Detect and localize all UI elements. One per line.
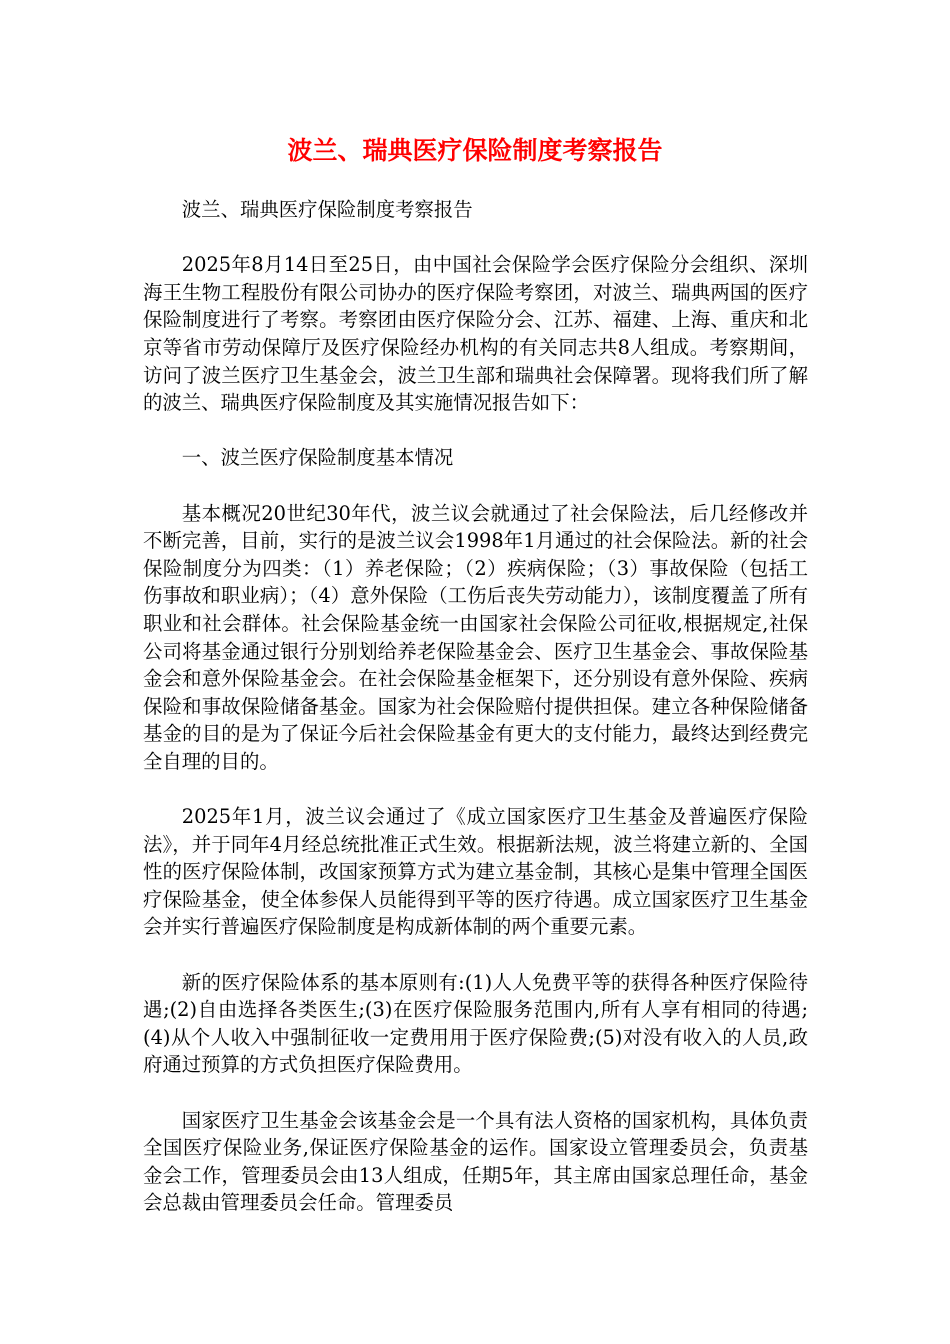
section-heading: 一、波兰医疗保险制度基本情况 [181, 446, 454, 470]
document-title: 波兰、瑞典医疗保险制度考察报告 [287, 136, 663, 165]
paragraph-principles: 新的医疗保险体系的基本原则有:(1)人人免费平等的获得各种医疗保险待遇;(2)自由选择各类医生;(3)在医疗保险服务范围内,所有人享有相同的待遇;(4)从个人收入中强制征收一定费用用于医疗保险费;(5)对没有收入的人员,政府通过预算的方式负担医疗保险费用。 [143, 970, 808, 1077]
paragraph-fund: 国家医疗卫生基金会该基金会是一个具有法人资格的国家机构，具体负责全国医疗保险业务,保证医疗保险基金的运作。国家设立管理委员会，负责基金会工作，管理委员会由13人组成，任期5年，其主席由国家总理任命，基金会总裁由管理委员会任命。管理委员 [143, 1108, 808, 1215]
document-body [143, 196, 808, 1217]
paragraph-subtitle: 波兰、瑞典医疗保险制度考察报告 [181, 198, 473, 221]
paragraph-new-law: 2025年1月，波兰议会通过了《成立国家医疗卫生基金及普遍医疗保险法》，并于同年4月经总统批准正式生效。根据新法规，波兰将建立新的、全国性的医疗保险体制，改国家预算方式为建立基金制，其核心是集中管理全国医疗保险基金，使全体参保人员能得到平等的医疗待遇。成立国家医疗卫生基金会并实行普遍医疗保险制度是构成新体制的两个重要元素。 [143, 805, 808, 939]
paragraph-intro: 2025年8月14日至25日，由中国社会保险学会医疗保险分会组织、深圳海王生物工程股份有限公司协办的医疗保险考察团，对波兰、瑞典两国的医疗保险制度进行了考察。考察团由医疗保险分会、江苏、福建、上海、重庆和北京等省市劳动保障厅及医疗保险经办机构的有关同志共8人组成。考察期间，访问了波兰医疗卫生基金会，波兰卫生部和瑞典社会保障署。现将我们所了解的波兰、瑞典医疗保险制度及其实施情况报告如下： [143, 253, 808, 415]
paragraph-overview: 基本概况20世纪30年代，波兰议会就通过了社会保险法，后几经修改并不断完善，目前，实行的是波兰议会1998年1月通过的社会保险法。新的社会保险制度分为四类：（1）养老保险；（2）疾病保险；（3）事故保险（包括工伤事故和职业病）；（4）意外保险（工伤后丧失劳动能力），该制度覆盖了所有职业和社会群体。社会保险基金统一由国家社会保险公司征收,根据规定,社保公司将基金通过银行分别划给养老保险基金会、医疗卫生基金会、事故保险基金会和意外保险基金会。在社会保险基金框架下，还分别设有意外保险、疾病保险和事故保险储备基金。国家为社会保险赔付提供担保。建立各种保险储备基金的目的是为了保证今后社会保险基金有更大的支付能力，最终达到经费完全自理的目的。 [143, 501, 808, 773]
